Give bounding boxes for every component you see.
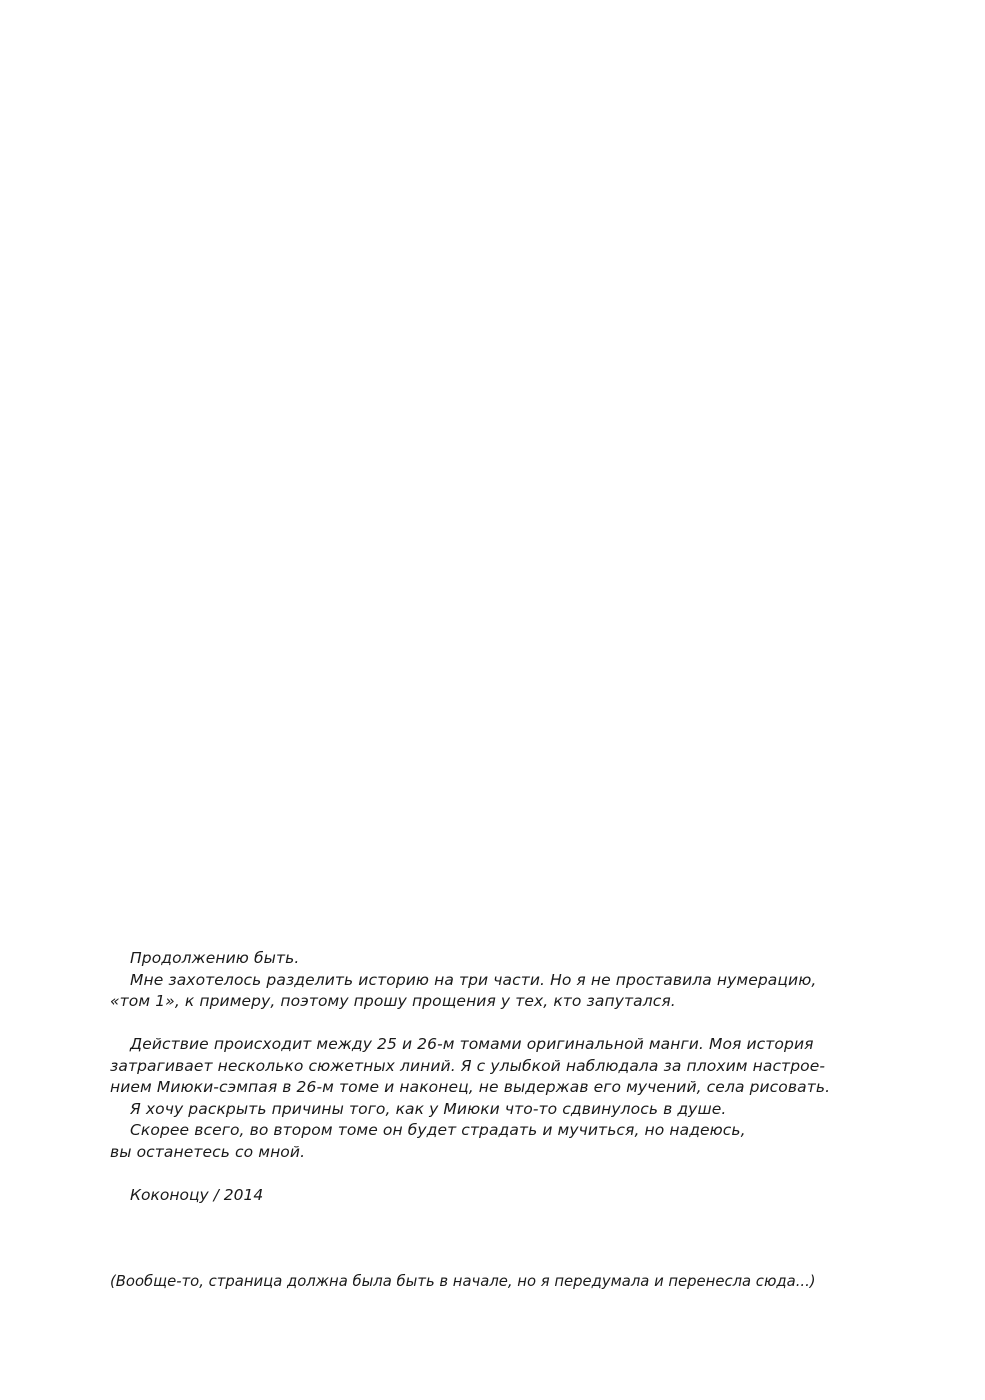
author-signature: Коконоцу / 2014 — [130, 1186, 264, 1204]
afterword-line: Продолжению быть. — [130, 949, 300, 967]
afterword-text — [110, 948, 880, 1163]
afterword-line: «том 1», к примеру, поэтому прошу прощения у тех, кто запутался. — [110, 992, 676, 1010]
paragraph-gap — [110, 1013, 880, 1035]
afterword-line: Действие происходит между 25 и 26-м томами оригинальной манги. Моя история — [130, 1035, 814, 1053]
afterword-line: затрагивает несколько сюжетных линий. Я с улыбкой наблюдала за плохим настрое- — [110, 1056, 826, 1075]
afterword-line: Скорее всего, во втором томе он будет страдать и мучиться, но надеюсь, — [130, 1121, 746, 1139]
afterword-line: вы останетесь со мной. — [110, 1142, 306, 1161]
afterword-line: Мне захотелось разделить историю на три части. Но я не проставила нумерацию, — [130, 970, 817, 989]
footnote-text: (Вообще-то, страница должна была быть в начале, но я передумала и перенесла сюда...) — [110, 1273, 816, 1290]
afterword-line: нием Миюки-сэмпая в 26-м томе и наконец, не выдержав его мучений, села рисовать. — [110, 1078, 831, 1096]
afterword-line: Я хочу раскрыть причины того, как у Миюки что-то сдвинулось в душе. — [130, 1099, 727, 1118]
